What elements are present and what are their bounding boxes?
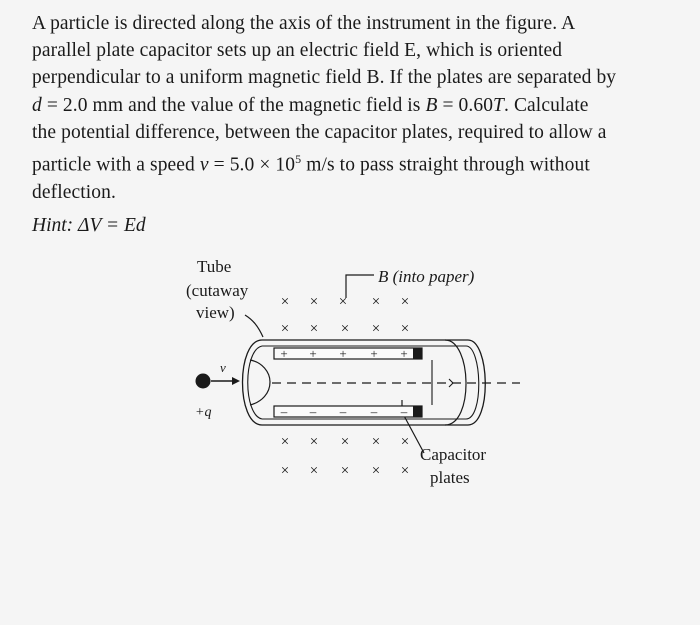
tube-label-2: (cutaway (186, 281, 249, 300)
cross-mark: × (371, 294, 381, 310)
var-v: v (199, 154, 209, 176)
b-leader-line (346, 275, 374, 298)
cross-mark: × (340, 463, 350, 479)
problem-line-1: A particle is directed along the axis of the instrument in the figure. A (32, 13, 576, 34)
plus-sign: + (400, 346, 408, 361)
minus-sign: – (339, 404, 347, 419)
cross-mark: × (400, 294, 410, 310)
cross-mark: × (400, 463, 410, 479)
tube-label-3: view) (196, 303, 235, 322)
velocity-arrowhead (232, 377, 240, 385)
var-d: d (32, 94, 42, 116)
minus-sign: – (309, 404, 317, 419)
tube-label-1: Tube (197, 257, 232, 276)
cross-mark: × (309, 321, 319, 337)
cross-mark: × (309, 294, 319, 310)
b-field-label: B (into paper) (378, 267, 475, 286)
d-value: = 2.0 mm and the value of the magnetic field is (41, 94, 426, 116)
cross-mark: × (340, 434, 350, 450)
speed-value: = 5.0 × 10 (208, 154, 296, 176)
problem-line-3: perpendicular to a uniform magnetic field B. If the plates are separated by (32, 67, 617, 89)
cross-mark: × (309, 434, 319, 450)
problem-line-7: deflection. (32, 181, 116, 203)
axis-arrow-tick (449, 379, 453, 387)
cross-mark: × (371, 434, 381, 450)
cross-mark: × (371, 321, 381, 337)
plus-sign: + (370, 346, 378, 361)
plus-sign: + (339, 346, 347, 361)
speed-exponent: 5 (295, 152, 302, 167)
cross-mark: × (309, 463, 319, 479)
cross-mark: × (340, 321, 350, 337)
cross-mark: × (400, 434, 410, 450)
minus-sign: – (370, 404, 378, 419)
capacitor-label-1: Capacitor (420, 445, 487, 464)
plus-sign: + (280, 346, 288, 361)
minus-sign: – (400, 404, 408, 419)
problem-line-5: the potential difference, between the capacitor plates, required to allow a (32, 121, 607, 143)
var-b: B (425, 94, 438, 116)
speed-post: m/s to pass straight through without (301, 154, 590, 176)
negative-plate-edge (413, 406, 422, 417)
b-field-crosses-top (281, 294, 409, 337)
speed-pre: particle with a speed (32, 154, 200, 176)
plus-sign: + (309, 346, 317, 361)
cross-mark: × (400, 321, 410, 337)
line4-rest: . Calculate (504, 94, 589, 116)
minus-sign: – (280, 404, 288, 419)
cross-mark: × (338, 294, 348, 310)
problem-line-2: parallel plate capacitor sets up an electric field E, which is oriented (32, 40, 563, 62)
tube-leader-line (245, 315, 263, 337)
hint: Hint: ΔV = Ed (32, 215, 146, 236)
cross-mark: × (280, 434, 290, 450)
cross-mark: × (280, 294, 290, 310)
cross-mark: × (280, 321, 290, 337)
cross-mark: × (371, 463, 381, 479)
positive-plate-edge (413, 348, 422, 359)
cross-mark: × (280, 463, 290, 479)
capacitor-label-2: plates (430, 468, 470, 487)
tube-entrance-aperture (243, 340, 263, 425)
charged-particle (196, 374, 211, 389)
velocity-label: v (220, 360, 226, 375)
b-value: = 0.60 (437, 94, 494, 116)
charge-label: +q (195, 405, 212, 420)
unit-t: T (493, 94, 504, 116)
b-field-crosses-bottom (281, 434, 409, 479)
